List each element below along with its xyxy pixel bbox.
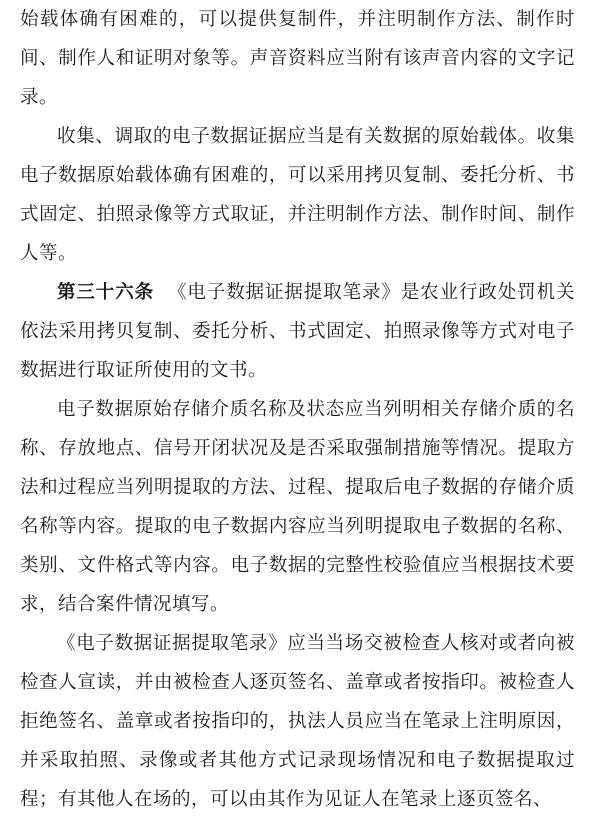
article-36-body: 《电子数据证据提取笔录》是农业行政处罚机关依法采用拷贝复制、委托分析、书式固定、拍照录像等方式对电子数据进行取证所使用的文书。 [20,282,575,381]
article-heading: 第三十六条 [57,282,154,303]
paragraph-storage-media-details: 电子数据原始存储介质名称及状态应当列明相关存储介质的名称、存放地点、信号开闭状况及是否采取强制措施等情况。提取方法和过程应当列明提取的方法、过程、提取后电子数据的存储介质名称等内容。提取的电子数据内容应当列明提取电子数据的名称、类别、文件格式等内容。电子数据的完整性校验值应当根据技术要求，结合案件情况填写。 [20,399,575,615]
paragraph-record-verification: 《电子数据证据提取笔录》应当当场交被检查人核对或者向被检查人宣读，并由被检查人逐页签名、盖章或者按指印。被检查人拒绝签名、盖章或者按指印的，执法人员应当在笔录上注明原因，并采取拍照、录像或者其他方式记录现场情况和电子数据提取过程；有其他人在场的，可以由其作为见证人在笔录上逐页签名、 [20,633,575,810]
paragraph-electronic-data-collection: 收集、调取的电子数据证据应当是有关数据的原始载体。收集电子数据原始载体确有困难的，可以采用拷贝复制、委托分析、书式固定、拍照录像等方式取证，并注明制作方法、制作时间、制作人等。 [20,126,575,264]
paragraph-continuation: 始载体确有困难的，可以提供复制件，并注明制作方法、制作时间、制作人和证明对象等。声音资料应当附有该声音内容的文字记录。 [20,9,575,108]
paragraph-article-36 [20,273,575,390]
